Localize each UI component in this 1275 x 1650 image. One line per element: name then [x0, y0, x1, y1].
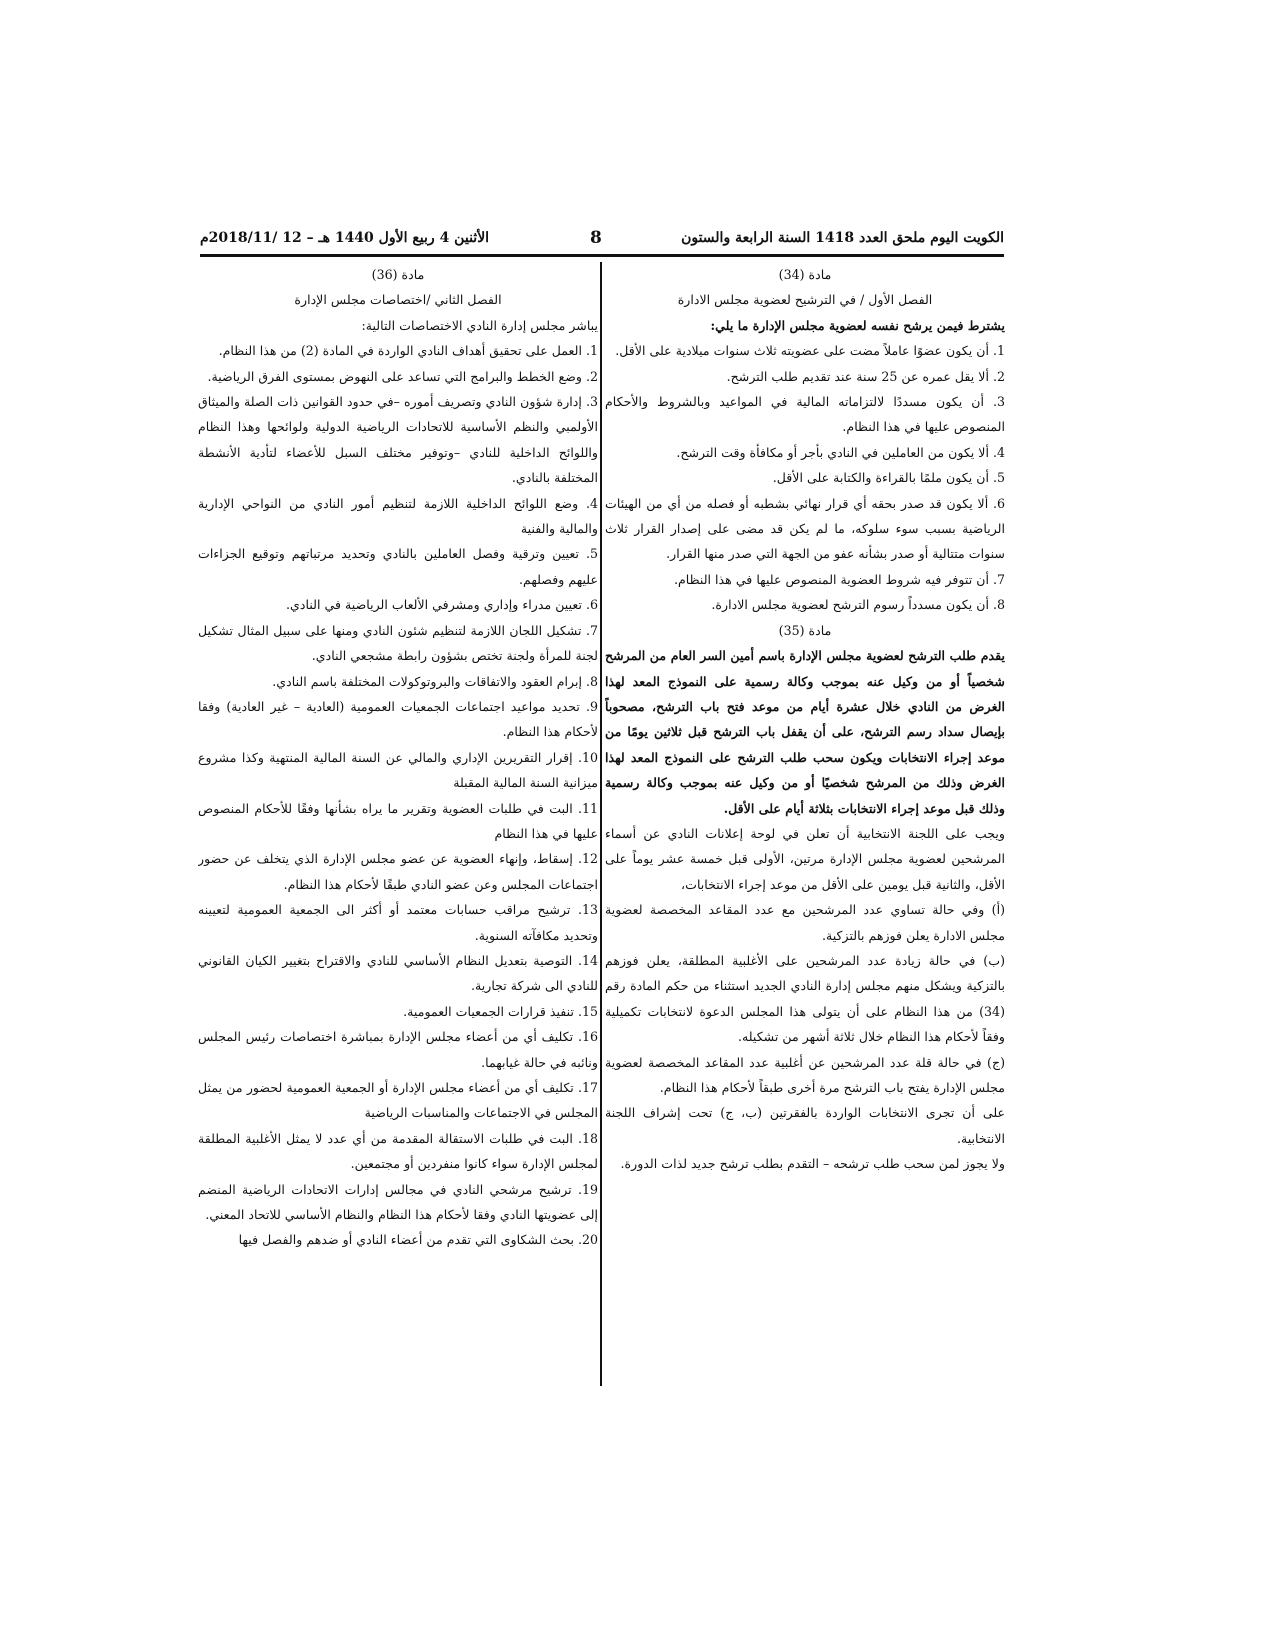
- competence-item: 8. إبرام العقود والاتفاقات والبروتوكولات المختلفة باسم النادي.: [272, 673, 598, 689]
- chapter-2-title: الفصل الثاني /اختصاصات مجلس الإدارة: [294, 292, 502, 308]
- competence-item: 13. ترشيح مراقب حسابات معتمد أو أكثر الى الجمعية العمومية لتعيينه وتحديد مكافآته السنوية.: [198, 902, 598, 943]
- article-35-title: مادة (35): [778, 622, 832, 638]
- chapter-1-title: الفصل الأول / في الترشيح لعضوية مجلس الادارة: [677, 292, 933, 308]
- competence-item: 18. البت في طلبات الاستقالة المقدمة من أي عدد لا يمثل الأغلبية المطلقة لمجلس الإدارة سواء كانوا منفردين أو مجتمعين.: [198, 1130, 598, 1172]
- competence-item: 14. التوصية بتعديل النظام الأساسي للنادي والاقتراح بتغيير الكيان القانوني للنادي الى شركة تجارية.: [198, 952, 598, 994]
- article-35-paragraph: ولا يجوز لمن سحب طلب ترشحه – التقدم بطلب ترشح جديد لذات الدورة.: [620, 1156, 1005, 1172]
- competence-item: 16. تكليف أي من أعضاء مجلس الإدارة بمباشرة اختصاصات رئيس المجلس ونائبه في حالة غيابهما.: [198, 1029, 598, 1070]
- competence-item: 19. ترشيح مرشحي النادي في مجالس إدارات الاتحادات الرياضية المنضم إلى عضويتها النادي وفقا لأحكام هذا النظام والنظام الأساسي للاتحاد المعني.: [198, 1181, 598, 1223]
- condition-item: 2. ألا يقل عمره عن 25 سنة عند تقديم طلب الترشح.: [726, 368, 1005, 384]
- article-36-intro: يباشر مجلس إدارة النادي الاختصاصات التالية:: [361, 317, 598, 333]
- header-publication: الكويت اليوم ملحق العدد 1418 السنة الرابعة والستون: [681, 230, 1004, 246]
- competence-item: 4. وضع اللوائح الداخلية اللازمة لتنظيم أمور النادي من النواحي الإدارية والمالية والفنية: [198, 495, 598, 537]
- competence-item: 11. البت في طلبات العضوية وتقرير ما يراه بشأنها وفقًا للأحكام المنصوص عليها في هذا النظام: [198, 800, 598, 841]
- competence-item: 20. بحث الشكاوى التي تقدم من أعضاء النادي أو ضدهم والفصل فيها: [238, 1232, 598, 1248]
- competence-item: 17. تكليف أي من أعضاء مجلس الإدارة أو الجمعية العمومية لحضور من يمثل المجلس في الاجتماعات والمناسبات الرياضية: [198, 1080, 598, 1121]
- article-35-paragraph: على أن تجرى الانتخابات الواردة بالفقرتين (ب، ج) تحت إشراف اللجنة الانتخابية.: [605, 1105, 1005, 1146]
- page-number: 8: [590, 228, 602, 248]
- page-header: [200, 228, 1004, 257]
- column-divider: [600, 262, 602, 1386]
- article-35-paragraph: (ب) في حالة زيادة عدد المرشحين على الأغلبية المطلقة، يعلن فوزهم بالتزكية ويشكل منهم مجلس إدارة النادي الجديد استثناء من حكم المادة رقم (34) من هذا النظام على أن يتولى هذا المجلس الدعوة لانتخابات تكميلية وفقاً لأحكام هذا النظام خلال ثلاثة أشهر من تشكيله.: [605, 952, 1005, 1045]
- article-35-paragraph: (ج) في حالة قلة عدد المرشحين عن أغلبية عدد المقاعد المخصصة لعضوية مجلس الإدارة يفتح باب الترشح مرة أخرى طبقاً لأحكام هذا النظام.: [605, 1054, 1005, 1095]
- competence-item: 7. تشكيل اللجان اللازمة لتنظيم شئون النادي ومنها على سبيل المثال تشكيل لجنة للمرأة ولجنة تختص بشؤون رابطة مشجعي النادي.: [198, 622, 598, 664]
- competence-item: 6. تعيين مدراء وإداري ومشرفي الألعاب الرياضية في النادي.: [286, 597, 598, 613]
- competence-item: 15. تنفيذ قرارات الجمعيات العمومية.: [403, 1003, 598, 1019]
- article-35-paragraph: يقدم طلب الترشح لعضوية مجلس الإدارة باسم أمين السر العام من المرشح شخصياً أو من وكيل عنه بموجب وكالة رسمية على النموذج المعد لهذا الغرض من النادي خلال عشرة أيام من موعد فتح باب الترشح، مصحوباً بإيصال سداد رسم الترشح، على أن يقفل باب الترشح قبل ثلاثين يومًا من موعد إجراء الانتخابات ويكون سحب طلب الترشح على النموذج المعد لهذا الغرض وذلك من المرشح شخصيًا أو من وكيل عنه بموجب وكالة رسمية وذلك قبل موعد إجراء الانتخابات بثلاثة أيام على الأقل.: [605, 648, 1005, 816]
- competence-item: 5. تعيين وترقية وفصل العاملين بالنادي وتحديد مرتباتهم وتوقيع الجزاءات عليهم وفصلهم.: [198, 546, 598, 587]
- competence-item: 3. إدارة شؤون النادي وتصريف أموره –في حدود القوانين ذات الصلة والميثاق الأولمبي والنظم الأساسية للاتحادات الرياضية الدولية ولوائحها وهذا النظام واللوائح الداخلية للنادي –وتوفير مختلف السبل للأعضاء لتأدية الأنشطة المختلفة بالنادي.: [198, 394, 598, 486]
- competence-item: 2. وضع الخطط والبرامج التي تساعد على النهوض بمستوى الفرق الرياضية.: [207, 368, 598, 384]
- article-35-paragraph: (أ) وفي حالة تساوي عدد المرشحين مع عدد المقاعد المخصصة لعضوية مجلس الادارة يعلن فوزهم بالتزكية.: [605, 902, 1005, 943]
- condition-item: 7. أن تتوفر فيه شروط العضوية المنصوص عليها في هذا النظام.: [673, 571, 1005, 587]
- condition-item: 8. أن يكون مسدداً رسوم الترشح لعضوية مجلس الادارة.: [711, 597, 1005, 613]
- condition-item: 3. أن يكون مسددًا لالتزاماته المالية في المواعيد وبالشروط والأحكام المنصوص عليها في هذا النظام.: [605, 394, 1005, 435]
- article-35-paragraph: ويجب على اللجنة الانتخابية أن تعلن في لوحة إعلانات النادي عن أسماء المرشحين لعضوية مجلس الإدارة مرتين، الأولى قبل خمسة عشر يوماً على الأقل، والثانية قبل يومين على الأقل من موعد إجراء الانتخابات،: [605, 825, 1005, 892]
- right-column: [605, 262, 1005, 1386]
- competence-item: 1. العمل على تحقيق أهداف النادي الواردة في المادة (2) من هذا النظام.: [218, 343, 598, 359]
- article-34-intro: يشترط فيمن يرشح نفسه لعضوية مجلس الإدارة ما يلي:: [710, 317, 1005, 333]
- condition-item: 4. ألا يكون من العاملين في النادي بأجر أو مكافأة وقت الترشح.: [676, 444, 1005, 460]
- left-column: [198, 262, 598, 1386]
- competence-item: 10. إقرار التقريرين الإداري والمالي عن السنة المالية المنتهية وكذا مشروع ميزانية السنة المالية المقبلة: [198, 749, 598, 791]
- article-34-title: مادة (34): [778, 267, 832, 282]
- competence-item: 9. تحديد مواعيد اجتماعات الجمعيات العمومية (العادية – غير العادية) وفقا لأحكام هذا النظام.: [198, 698, 598, 740]
- competence-item: 12. إسقاط، وإنهاء العضوية عن عضو مجلس الإدارة الذي يتخلف عن حضور اجتماعات المجلس وعن عضو النادي طبقًا لأحكام هذا النظام.: [198, 851, 598, 892]
- condition-item: 5. أن يكون ملمًا بالقراءة والكتابة على الأقل.: [772, 470, 1005, 486]
- header-date: الأثنين 4 ربيع الأول 1440 هـ – 12 /2018/11م: [200, 230, 490, 246]
- condition-item: 1. أن يكون عضوًا عاملاً مضت على عضويته ثلاث سنوات ميلادية على الأقل.: [615, 343, 1005, 359]
- article-36-title: مادة (36): [371, 267, 425, 282]
- condition-item: 6. ألا يكون قد صدر بحقه أي قرار نهائي بشطبه أو فصله من أي من الهيئات الرياضية بسبب سوء سلوكه، ما لم يكن قد مضى على إصدار القرار ثلاث سنوات متتالية أو صدر بشأنه عفو من الجهة التي صدر منها القرار.: [605, 495, 1005, 562]
